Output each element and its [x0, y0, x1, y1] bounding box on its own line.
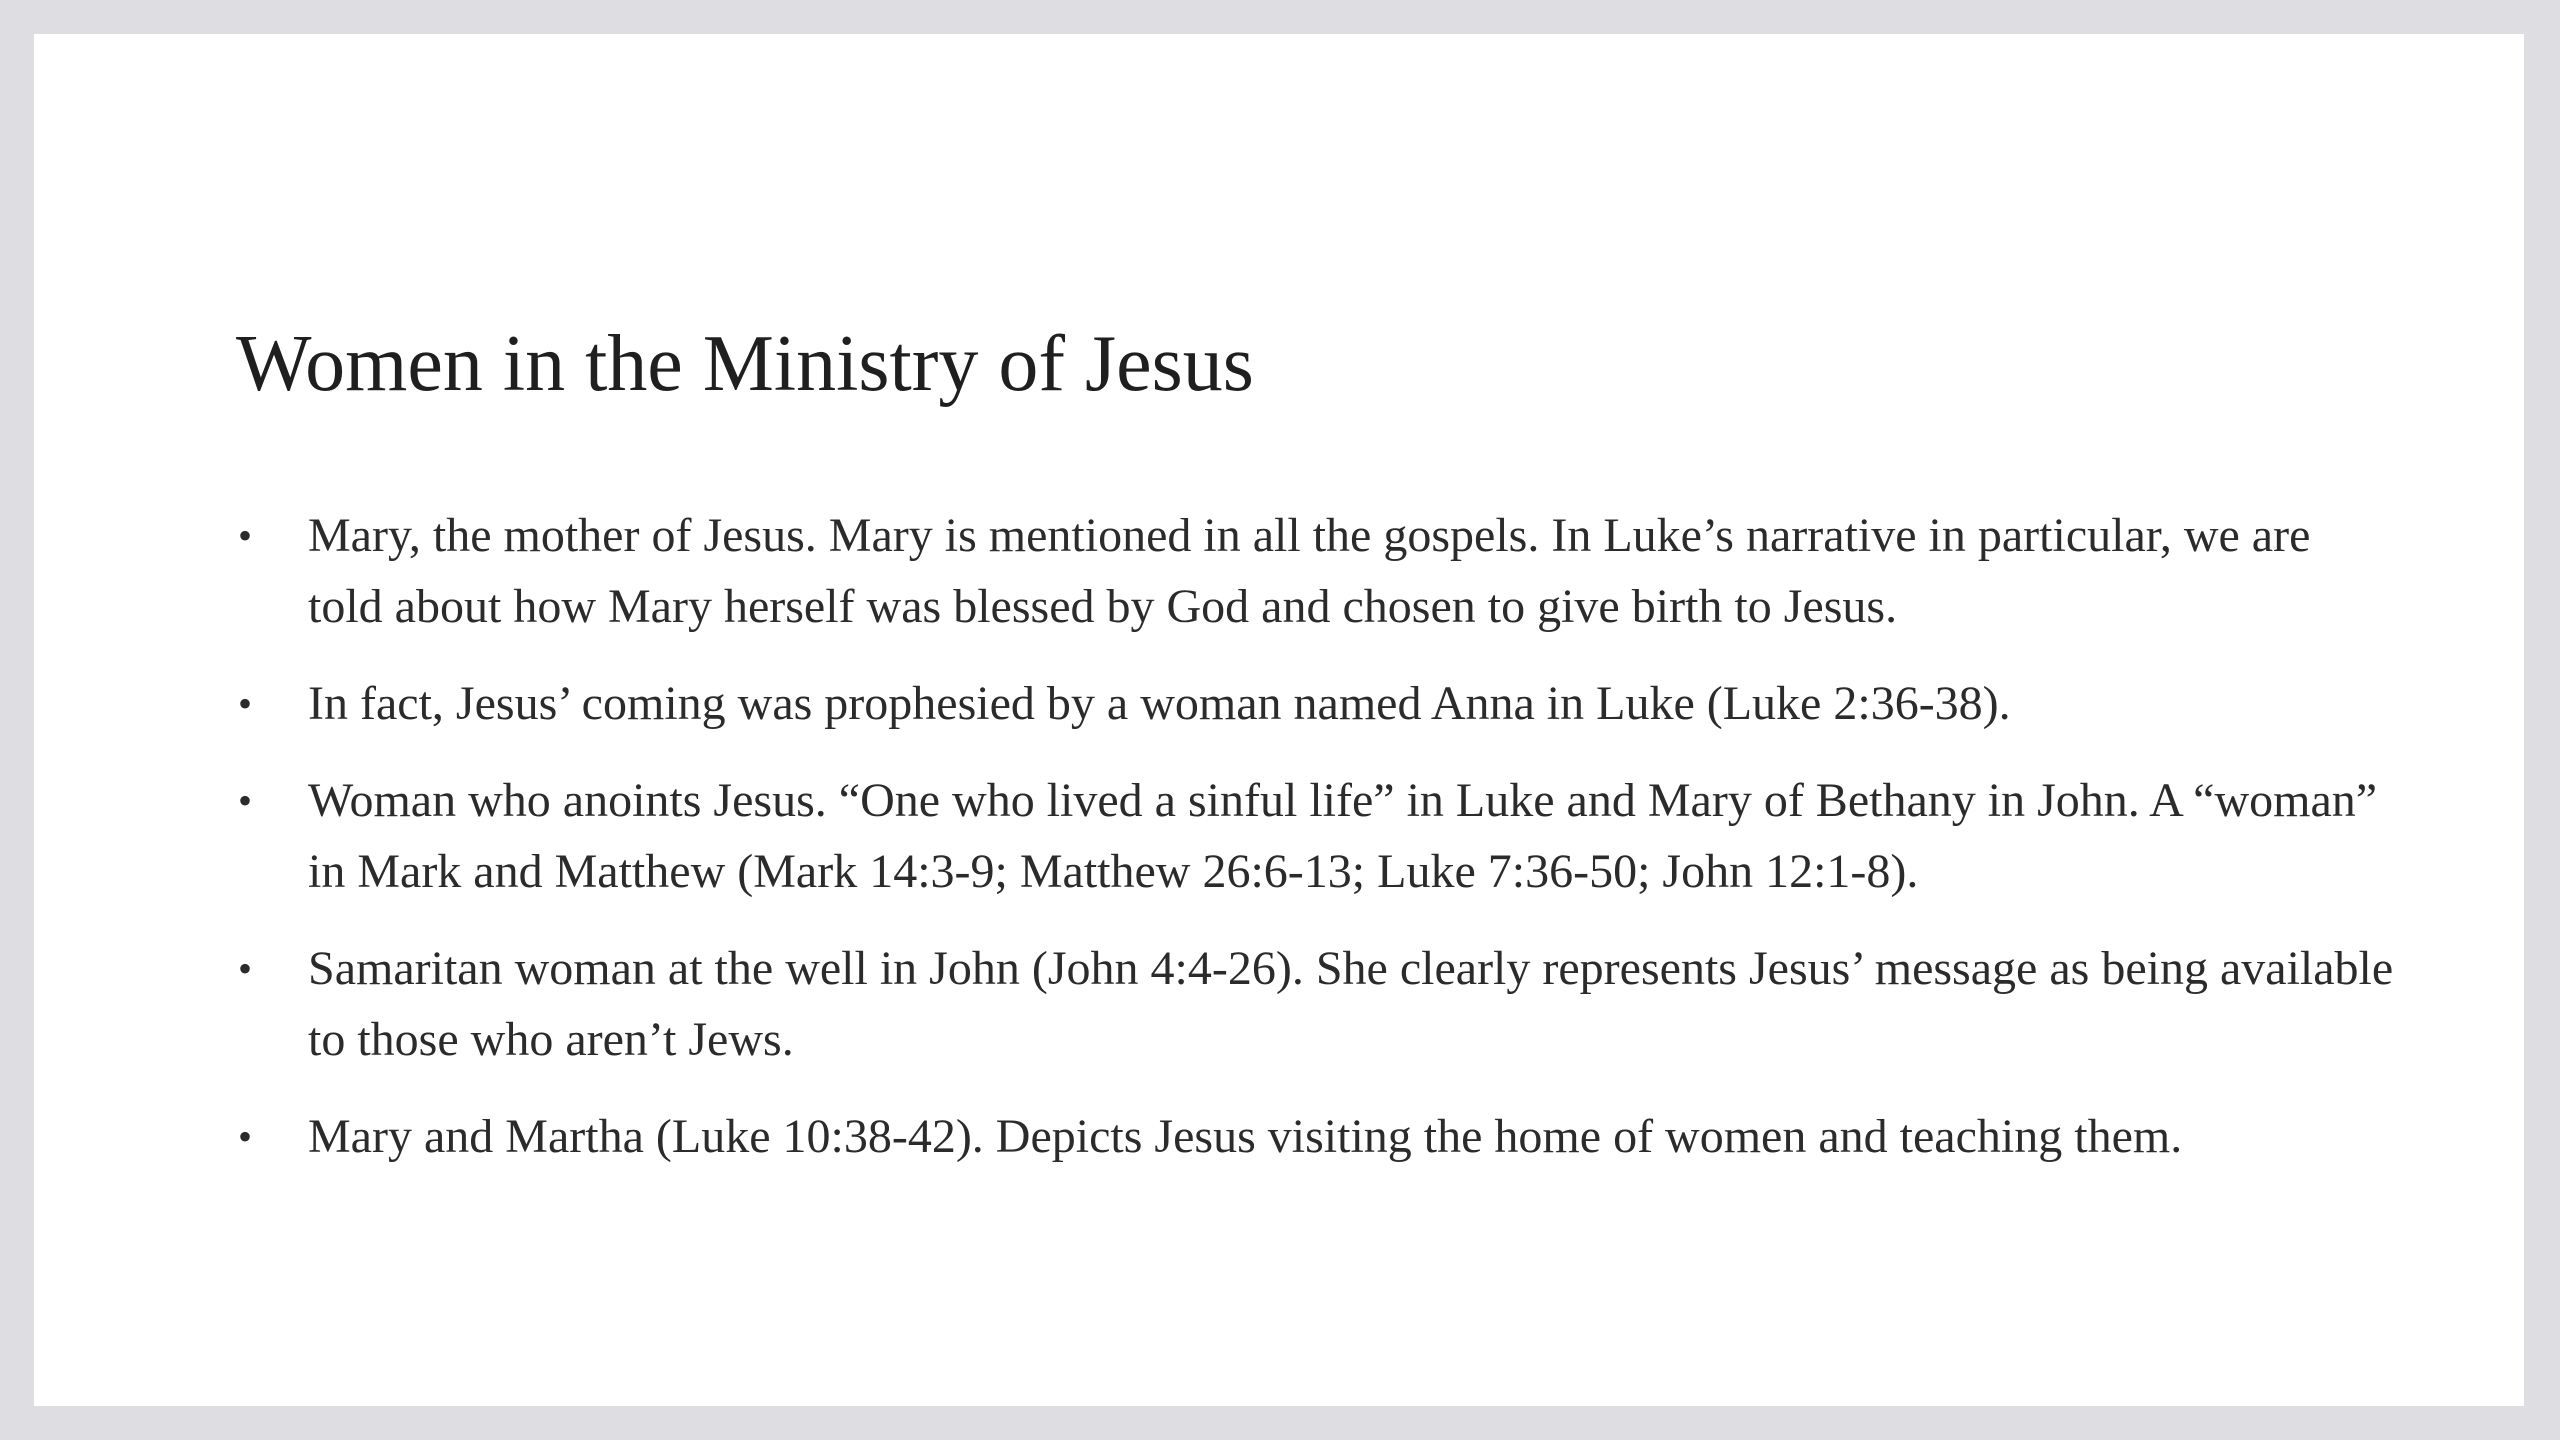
slide	[34, 34, 2524, 1406]
bullet-text: Mary and Martha (Luke 10:38-42). Depicts Jesus visiting the home of women and teaching them.	[308, 1110, 2183, 1163]
bullet-text: Woman who anoints Jesus. “One who lived a sinful life” in Luke and Mary of Bethany in John. A “woman” in Mark and Matthew (Mark 14:3-9; Matthew 26:6-13; Luke 7:36-50; John 12:1-8).	[308, 774, 2378, 898]
bullet-text: Samaritan woman at the well in John (John 4:4-26). She clearly represents Jesus’ message as being available to those who aren’t Jews.	[308, 942, 2394, 1066]
bullet-dot-icon: •	[238, 778, 253, 823]
bullet-dot-icon: •	[238, 946, 253, 991]
bullet-item	[236, 1101, 2396, 1172]
bullet-item	[236, 668, 2396, 739]
bullet-item	[236, 765, 2396, 907]
bullet-dot-icon: •	[238, 513, 253, 558]
bullet-dot-icon: •	[238, 1114, 253, 1159]
bullet-item	[236, 933, 2396, 1075]
bullet-text: In fact, Jesus’ coming was prophesied by a woman named Anna in Luke (Luke 2:36-38).	[308, 677, 2011, 730]
bullet-item	[236, 500, 2396, 642]
bullet-list	[236, 500, 2396, 1198]
slide-title: Women in the Ministry of Jesus	[236, 320, 1254, 408]
bullet-dot-icon: •	[238, 681, 253, 726]
bullet-text: Mary, the mother of Jesus. Mary is mentioned in all the gospels. In Luke’s narrative in particular, we are told about how Mary herself was blessed by God and chosen to give birth to Jesus.	[308, 509, 2311, 633]
